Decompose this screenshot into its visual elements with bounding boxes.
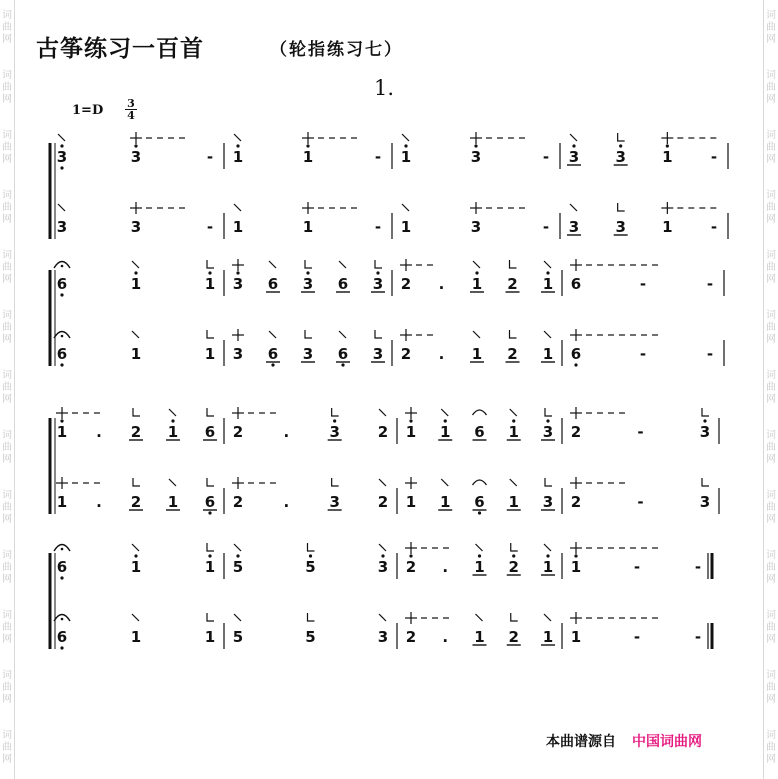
note-digit: 6 bbox=[474, 493, 485, 511]
finger-mark-slash bbox=[570, 134, 577, 141]
finger-mark-slash bbox=[234, 614, 241, 621]
watermark-text: 词 曲 网 bbox=[2, 190, 12, 225]
finger-mark-slash bbox=[132, 261, 139, 268]
note-digit: 3 bbox=[302, 275, 314, 293]
note-digit: 6 bbox=[570, 275, 582, 293]
note-digit: 2 bbox=[405, 628, 417, 646]
note-digit: 1 bbox=[130, 345, 142, 363]
note-digit: 3 bbox=[329, 423, 340, 441]
octave-dot-low bbox=[60, 576, 63, 579]
watermark-text: 词 曲 网 bbox=[2, 490, 12, 525]
note-digit: 1 bbox=[400, 148, 412, 166]
watermark-text: 词 曲 网 bbox=[2, 70, 12, 105]
octave-dot-high bbox=[619, 144, 622, 147]
note-digit: . bbox=[283, 493, 290, 511]
watermark-text: 词 曲 网 bbox=[766, 730, 776, 765]
note-digit: 2 bbox=[130, 493, 142, 511]
octave-dot-high bbox=[134, 554, 137, 557]
finger-mark-l bbox=[511, 613, 518, 621]
finger-mark-slash bbox=[402, 204, 409, 211]
finger-mark-l bbox=[702, 478, 709, 486]
note-digit: 1 bbox=[508, 493, 519, 511]
note-digit: 1 bbox=[204, 628, 216, 646]
octave-dot-high bbox=[512, 554, 515, 557]
octave-dot-high bbox=[409, 419, 412, 422]
note-digit: - bbox=[633, 628, 641, 646]
note-digit: 3 bbox=[372, 345, 384, 363]
watermark-text: 词 曲 网 bbox=[766, 130, 776, 165]
watermark-text: 词 曲 网 bbox=[766, 430, 776, 465]
note-digit: 3 bbox=[615, 218, 626, 236]
note-digit: 1 bbox=[570, 628, 582, 646]
note-digit: - bbox=[706, 275, 714, 293]
note-digit: 6 bbox=[56, 275, 68, 293]
note-digit: 1 bbox=[204, 275, 216, 293]
note-digit: . bbox=[442, 628, 449, 646]
note-digit: 2 bbox=[130, 423, 142, 441]
octave-dot-high bbox=[208, 271, 211, 274]
note-digit: 1 bbox=[471, 275, 483, 293]
watermark-text: 词 曲 网 bbox=[2, 430, 12, 465]
note-digit: 1 bbox=[440, 423, 451, 441]
note-digit: 2 bbox=[232, 423, 244, 441]
note-digit: 3 bbox=[372, 275, 384, 293]
note-digit: 1 bbox=[542, 275, 554, 293]
watermark-text: 词 曲 网 bbox=[2, 130, 12, 165]
octave-dot-high bbox=[134, 144, 137, 147]
octave-dot-high bbox=[306, 271, 309, 274]
note-digit: 1 bbox=[56, 423, 68, 441]
octave-dot-high bbox=[512, 419, 515, 422]
finger-mark-l bbox=[510, 260, 517, 268]
note-digit: 1 bbox=[130, 628, 142, 646]
octave-dot-high bbox=[478, 554, 481, 557]
note-digit: - bbox=[374, 148, 382, 166]
note-digit: 3 bbox=[699, 423, 711, 441]
finger-mark-slash bbox=[544, 261, 551, 268]
octave-dot-high bbox=[474, 144, 477, 147]
note-digit: 5 bbox=[232, 628, 244, 646]
note-digit: 1 bbox=[542, 628, 554, 646]
note-digit: 6 bbox=[337, 345, 349, 363]
octave-dot-high bbox=[60, 144, 63, 147]
piece-number: 1. bbox=[374, 76, 395, 100]
watermark-text: 词 曲 网 bbox=[2, 610, 12, 645]
finger-mark-slash bbox=[402, 134, 409, 141]
octave-dot-low bbox=[574, 363, 577, 366]
watermark-text: 词 曲 网 bbox=[766, 10, 776, 45]
note-digit: 1 bbox=[471, 345, 483, 363]
note-digit: - bbox=[706, 345, 714, 363]
note-digit: 3 bbox=[232, 345, 244, 363]
finger-mark-slash bbox=[379, 614, 386, 621]
octave-dot-high bbox=[381, 554, 384, 557]
octave-dot-high bbox=[309, 554, 312, 557]
finger-mark-slash bbox=[473, 331, 480, 338]
note-digit: 3 bbox=[699, 493, 711, 511]
finger-mark-l bbox=[207, 330, 214, 338]
octave-dot-high bbox=[404, 144, 407, 147]
octave-dot-high bbox=[546, 419, 549, 422]
note-digit: 1 bbox=[542, 558, 554, 576]
finger-mark-l bbox=[375, 260, 382, 268]
note-digit: 3 bbox=[615, 148, 626, 166]
octave-dot-high bbox=[134, 271, 137, 274]
note-digit: 3 bbox=[377, 558, 389, 576]
watermark-text: 词 曲 网 bbox=[766, 310, 776, 345]
slur-arc bbox=[473, 480, 487, 485]
octave-dot-high bbox=[208, 554, 211, 557]
finger-mark-slash bbox=[544, 331, 551, 338]
note-digit: 1 bbox=[662, 148, 673, 166]
octave-dot-high bbox=[306, 144, 309, 147]
note-digit: 6 bbox=[570, 345, 582, 363]
note-digit: 1 bbox=[302, 218, 314, 236]
fermata-dot bbox=[61, 618, 64, 621]
watermark-text: 词 曲 网 bbox=[766, 370, 776, 405]
octave-dot-high bbox=[236, 271, 239, 274]
octave-dot-low bbox=[60, 166, 63, 169]
note-digit: 1 bbox=[204, 345, 216, 363]
finger-mark-l bbox=[207, 260, 214, 268]
note-digit: - bbox=[710, 218, 718, 236]
octave-dot-high bbox=[546, 554, 549, 557]
octave-dot-high bbox=[666, 144, 669, 147]
octave-dot-high bbox=[236, 144, 239, 147]
note-digit: 3 bbox=[568, 148, 580, 166]
watermark-text: 词 曲 网 bbox=[766, 190, 776, 225]
note-digit: 2 bbox=[232, 493, 244, 511]
note-digit: 6 bbox=[267, 275, 279, 293]
page-title: 古筝练习一百首 bbox=[36, 36, 204, 62]
finger-mark-slash bbox=[234, 134, 241, 141]
finger-mark-slash bbox=[169, 479, 176, 486]
source-label: 本曲谱源自 bbox=[546, 734, 616, 750]
finger-mark-slash bbox=[379, 479, 386, 486]
watermark-text: 词 曲 网 bbox=[2, 10, 12, 45]
finger-mark-slash bbox=[132, 614, 139, 621]
watermark-text: 词 曲 网 bbox=[2, 550, 12, 585]
note-digit: 6 bbox=[56, 345, 68, 363]
note-digit: 2 bbox=[570, 423, 582, 441]
note-digit: 3 bbox=[56, 148, 68, 166]
fermata-dot bbox=[61, 335, 64, 338]
finger-mark-l bbox=[332, 478, 339, 486]
finger-mark-l bbox=[305, 330, 312, 338]
note-digit: 2 bbox=[377, 493, 389, 511]
note-digit: 6 bbox=[474, 423, 485, 441]
octave-dot-high bbox=[60, 419, 63, 422]
finger-mark-l bbox=[618, 203, 625, 211]
note-digit: 6 bbox=[267, 345, 279, 363]
note-digit: 6 bbox=[204, 423, 216, 441]
watermark-text: 词 曲 网 bbox=[766, 550, 776, 585]
note-digit: 1 bbox=[400, 218, 412, 236]
watermark-text: 词 曲 网 bbox=[2, 250, 12, 285]
note-digit: 2 bbox=[508, 628, 519, 646]
finger-mark-l bbox=[545, 478, 552, 486]
watermark-text: 词 曲 网 bbox=[766, 610, 776, 645]
finger-mark-slash bbox=[269, 331, 276, 338]
note-digit: 6 bbox=[56, 628, 68, 646]
page-subtitle: （轮指练习七） bbox=[270, 40, 403, 60]
note-digit: 1 bbox=[167, 423, 179, 441]
watermark-text: 词 曲 网 bbox=[766, 670, 776, 705]
finger-mark-l bbox=[332, 408, 339, 416]
note-digit: 2 bbox=[377, 423, 389, 441]
finger-mark-slash bbox=[570, 204, 577, 211]
finger-mark-slash bbox=[169, 409, 176, 416]
octave-dot-low bbox=[271, 363, 274, 366]
note-digit: 6 bbox=[337, 275, 349, 293]
note-digit: 1 bbox=[570, 558, 582, 576]
note-digit: 2 bbox=[400, 345, 412, 363]
octave-dot-low bbox=[208, 511, 211, 514]
octave-dot-high bbox=[171, 419, 174, 422]
finger-mark-l bbox=[545, 408, 552, 416]
source-site: 中国词曲网 bbox=[632, 734, 702, 750]
finger-mark-slash bbox=[339, 261, 346, 268]
finger-mark-l bbox=[510, 330, 517, 338]
watermark-text: 词 曲 网 bbox=[766, 250, 776, 285]
finger-mark-l bbox=[133, 478, 140, 486]
note-digit: 2 bbox=[405, 558, 417, 576]
watermark-text: 词 曲 网 bbox=[2, 310, 12, 345]
note-digit: . bbox=[283, 423, 290, 441]
watermark-text: 词 曲 网 bbox=[2, 670, 12, 705]
note-digit: - bbox=[639, 345, 647, 363]
watermark-text: 词 曲 网 bbox=[2, 730, 12, 765]
note-digit: 3 bbox=[542, 423, 554, 441]
note-digit: . bbox=[96, 493, 102, 511]
finger-mark-slash bbox=[510, 409, 517, 416]
note-digit: 6 bbox=[56, 558, 68, 576]
note-digit: 3 bbox=[542, 493, 554, 511]
note-digit: 1 bbox=[232, 218, 244, 236]
octave-dot-high bbox=[703, 419, 706, 422]
octave-dot-high bbox=[444, 419, 447, 422]
octave-dot-high bbox=[376, 271, 379, 274]
finger-mark-l bbox=[511, 543, 518, 551]
note-digit: - bbox=[542, 148, 550, 166]
key-signature: 1=D bbox=[72, 103, 104, 118]
octave-dot-high bbox=[475, 271, 478, 274]
octave-dot-high bbox=[409, 554, 412, 557]
note-digit: 3 bbox=[232, 275, 244, 293]
octave-dot-low bbox=[60, 293, 63, 296]
note-digit: 1 bbox=[508, 423, 519, 441]
note-digit: - bbox=[637, 493, 644, 511]
note-digit: 1 bbox=[56, 493, 68, 511]
finger-mark-slash bbox=[132, 544, 139, 551]
finger-mark-slash bbox=[441, 409, 448, 416]
finger-mark-l bbox=[207, 613, 214, 621]
finger-mark-l bbox=[308, 543, 315, 551]
source-credit bbox=[546, 731, 702, 751]
watermark-text: 词 曲 网 bbox=[766, 490, 776, 525]
note-digit: . bbox=[442, 558, 449, 576]
note-digit: 5 bbox=[305, 628, 316, 646]
finger-mark-l bbox=[375, 330, 382, 338]
note-digit: - bbox=[637, 423, 644, 441]
octave-dot-low bbox=[478, 511, 481, 514]
note-digit: 1 bbox=[542, 345, 554, 363]
note-digit: - bbox=[206, 148, 214, 166]
octave-dot-low bbox=[60, 363, 63, 366]
finger-mark-slash bbox=[473, 261, 480, 268]
finger-mark-slash bbox=[544, 544, 551, 551]
finger-mark-slash bbox=[476, 614, 483, 621]
finger-mark-l bbox=[702, 408, 709, 416]
note-digit: 2 bbox=[400, 275, 412, 293]
note-digit: - bbox=[374, 218, 382, 236]
finger-mark-l bbox=[305, 260, 312, 268]
finger-mark-slash bbox=[339, 331, 346, 338]
note-digit: 1 bbox=[204, 558, 216, 576]
finger-mark-slash bbox=[510, 479, 517, 486]
note-digit: 5 bbox=[232, 558, 244, 576]
time-signature-top: 3 bbox=[125, 98, 137, 110]
note-digit: 2 bbox=[508, 558, 519, 576]
finger-mark-slash bbox=[132, 331, 139, 338]
note-digit: 3 bbox=[470, 218, 482, 236]
watermark-text: 词 曲 网 bbox=[766, 70, 776, 105]
note-digit: 2 bbox=[507, 275, 518, 293]
note-digit: 3 bbox=[130, 148, 142, 166]
finger-mark-slash bbox=[234, 204, 241, 211]
note-digit: 1 bbox=[130, 275, 142, 293]
note-digit: 1 bbox=[474, 558, 485, 576]
note-digit: 3 bbox=[377, 628, 389, 646]
fermata-dot bbox=[61, 265, 64, 268]
fermata-dot bbox=[61, 548, 64, 551]
note-digit: 1 bbox=[405, 423, 417, 441]
note-digit: - bbox=[694, 558, 702, 576]
note-digit: 1 bbox=[405, 493, 417, 511]
note-digit: 3 bbox=[56, 218, 68, 236]
note-digit: 1 bbox=[232, 148, 244, 166]
octave-dot-high bbox=[572, 144, 575, 147]
note-digit: 1 bbox=[302, 148, 314, 166]
watermark-text: 词 曲 网 bbox=[2, 370, 12, 405]
note-digit: 1 bbox=[440, 493, 451, 511]
note-digit: 3 bbox=[568, 218, 580, 236]
finger-mark-l bbox=[133, 408, 140, 416]
note-digit: 5 bbox=[305, 558, 316, 576]
note-digit: - bbox=[639, 275, 647, 293]
finger-mark-l bbox=[207, 478, 214, 486]
note-digit: 1 bbox=[130, 558, 142, 576]
octave-dot-high bbox=[546, 271, 549, 274]
finger-mark-slash bbox=[58, 204, 65, 211]
note-digit: - bbox=[542, 218, 550, 236]
octave-dot-high bbox=[333, 419, 336, 422]
finger-mark-slash bbox=[544, 614, 551, 621]
finger-mark-l bbox=[308, 613, 315, 621]
note-digit: . bbox=[96, 423, 102, 441]
note-digit: 1 bbox=[474, 628, 485, 646]
octave-dot-low bbox=[60, 646, 63, 649]
finger-mark-slash bbox=[58, 134, 65, 141]
note-digit: 2 bbox=[570, 493, 582, 511]
note-digit: . bbox=[438, 275, 445, 293]
finger-mark-slash bbox=[234, 544, 241, 551]
note-digit: 1 bbox=[662, 218, 673, 236]
finger-mark-l bbox=[207, 543, 214, 551]
note-digit: 6 bbox=[204, 493, 216, 511]
octave-dot-low bbox=[341, 363, 344, 366]
finger-mark-slash bbox=[269, 261, 276, 268]
slur-arc bbox=[473, 410, 487, 415]
note-digit: 3 bbox=[302, 345, 314, 363]
finger-mark-l bbox=[618, 133, 625, 141]
finger-mark-slash bbox=[379, 409, 386, 416]
note-digit: 1 bbox=[167, 493, 179, 511]
finger-mark-slash bbox=[476, 544, 483, 551]
finger-mark-slash bbox=[379, 544, 386, 551]
note-digit: - bbox=[206, 218, 214, 236]
note-digit: 3 bbox=[329, 493, 340, 511]
octave-dot-high bbox=[236, 554, 239, 557]
finger-mark-l bbox=[207, 408, 214, 416]
note-digit: 2 bbox=[507, 345, 518, 363]
finger-mark-slash bbox=[441, 479, 448, 486]
note-digit: 3 bbox=[130, 218, 142, 236]
note-digit: - bbox=[633, 558, 641, 576]
note-digit: . bbox=[438, 345, 445, 363]
octave-dot-high bbox=[574, 554, 577, 557]
note-digit: - bbox=[694, 628, 702, 646]
note-digit: 3 bbox=[470, 148, 482, 166]
note-digit: - bbox=[710, 148, 718, 166]
time-signature-bottom: 4 bbox=[127, 109, 135, 122]
